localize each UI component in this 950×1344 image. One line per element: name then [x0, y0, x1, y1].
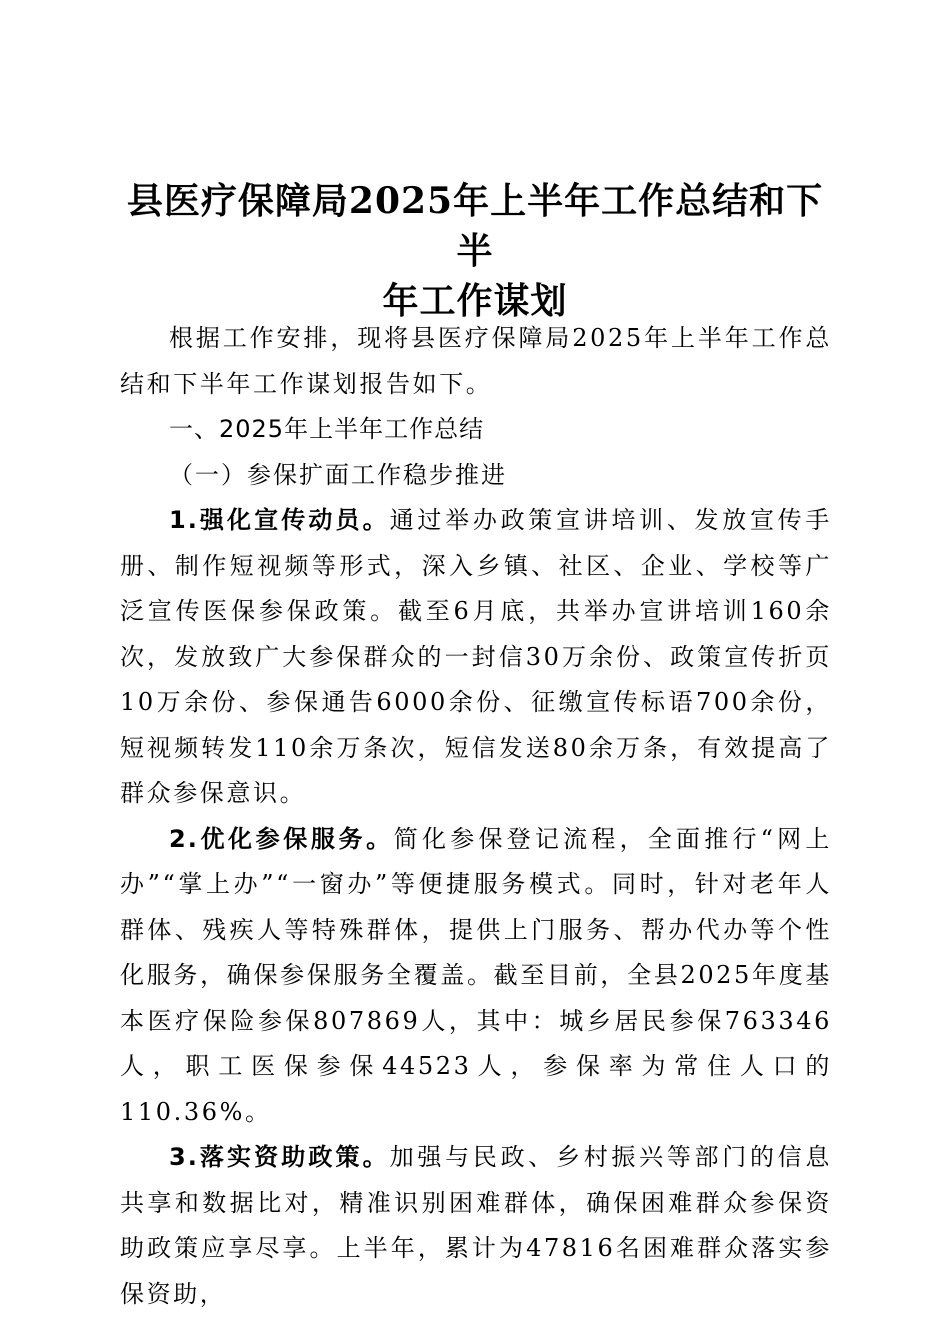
title-line-1: 县医疗保障局2025年上半年工作总结和下半 [126, 180, 824, 272]
subsection-heading: （一）参保扩面工作稳步推进 [169, 460, 507, 489]
document-body [120, 316, 832, 1317]
body-paragraph [120, 1135, 832, 1317]
body-paragraph [120, 817, 832, 1136]
title-line-2: 年工作谋划 [382, 280, 568, 322]
paragraph-text: 简化参保登记流程，全面推行“网上办”“掌上办”“一窗办”等便捷服务模式。同时，针对老年人群体、残疾人等特殊群体，提供上门服务、帮办代办等个性化服务，确保参保服务全覆盖。截至目前，全县2025年度基本医疗保险参保807869人，其中：城乡居民参保763346人，职工医保参保44523人，参保率为常住人口的110.36%。 [120, 824, 832, 1126]
body-paragraph [120, 498, 832, 817]
document-title [110, 176, 840, 326]
paragraph-lead: 2.优化参保服务。 [169, 824, 394, 853]
paragraph-text: 加强与民政、乡村振兴等部门的信息共享和数据比对，精准识别困难群体，确保困难群众参保资助政策应享尽享。上半年，累计为47816名困难群众落实参保资助， [120, 1143, 832, 1308]
section-heading: 一、2025年上半年工作总结 [169, 415, 485, 443]
paragraph-lead: 1.强化宣传动员。 [169, 506, 390, 534]
paragraph-lead: 3.落实资助政策。 [169, 1143, 390, 1171]
intro-paragraph: 根据工作安排，现将县医疗保障局2025年上半年工作总结和下半年工作谋划报告如下。 [120, 324, 832, 398]
paragraph-text: 通过举办政策宣讲培训、发放宣传手册、制作短视频等形式，深入乡镇、社区、企业、学校等广泛宣传医保参保政策。截至6月底，共举办宣讲培训160余次，发放致广大参保群众的一封信30万余份、政策宣传折页10万余份、参保通告6000余份、征缴宣传标语700余份，短视频转发110余万条次，短信发送80余万条，有效提高了群众参保意识。 [120, 506, 832, 807]
